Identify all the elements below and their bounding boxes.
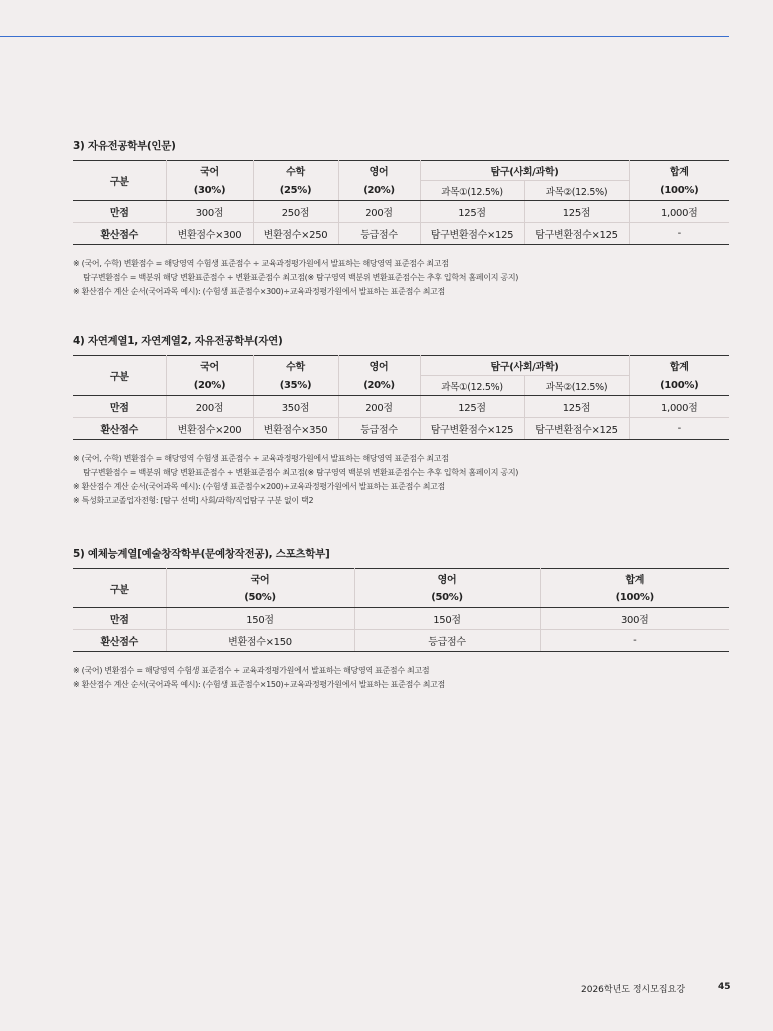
note-line: ※ (국어, 수학) 변환점수 = 해당영역 수험생 표준점수 ÷ 교육과정평가원에서 발표하는 해당영역 표준점수 최고점 [73, 454, 449, 463]
header-english-pct: (50%) [354, 588, 540, 608]
section-arts-sports [73, 546, 729, 692]
cell: 125점 [420, 201, 524, 223]
row-label: 환산점수 [73, 630, 166, 652]
score-table [73, 355, 729, 440]
cell: 변환점수×350 [253, 418, 338, 440]
header-math: 수학 [253, 356, 338, 376]
cell: - [540, 630, 729, 652]
cell: - [629, 223, 729, 245]
header-inquiry: 탐구(사회/과학) [420, 356, 629, 376]
header-total: 합계 [629, 161, 729, 181]
header-subject1: 과목①(12.5%) [420, 181, 524, 201]
row-label: 만점 [73, 201, 166, 223]
table-row [73, 630, 729, 652]
cell: 300점 [540, 608, 729, 630]
note-line: ※ 환산점수 계산 순서(국어과목 예시): (수험생 표준점수×300)÷교육과정평가원에서 발표하는 표준점수 최고점 [73, 287, 445, 296]
cell: 200점 [166, 396, 253, 418]
page-footer [581, 982, 731, 995]
header-math-pct: (35%) [253, 376, 338, 396]
cell: 변환점수×300 [166, 223, 253, 245]
notes [73, 664, 729, 692]
table-row [73, 223, 729, 245]
cell: 300점 [166, 201, 253, 223]
notes [73, 257, 729, 299]
header-total: 합계 [629, 356, 729, 376]
cell: 변환점수×150 [166, 630, 354, 652]
cell: 1,000점 [629, 201, 729, 223]
cell: 350점 [253, 396, 338, 418]
cell: 탐구변환점수×125 [420, 223, 524, 245]
cell: 125점 [524, 396, 629, 418]
note-line: ※ (국어) 변환점수 = 해당영역 수험생 표준점수 ÷ 교육과정평가원에서 발표하는 해당영역 표준점수 최고점 [73, 666, 430, 675]
header-gubun: 구분 [73, 161, 166, 201]
header-math: 수학 [253, 161, 338, 181]
cell: 등급점수 [354, 630, 540, 652]
header-korean: 국어 [166, 356, 253, 376]
cell: 125점 [420, 396, 524, 418]
footer-title: 2026학년도 정시모집요강 [581, 985, 686, 995]
header-subject2: 과목②(12.5%) [524, 181, 629, 201]
note-line: 탐구변환점수 = 백분위 해당 변환표준점수 ÷ 변환표준점수 최고점(※ 탐구영역 백분위 변환표준점수는 추후 입학처 홈페이지 공지) [83, 273, 519, 282]
header-total-pct: (100%) [629, 181, 729, 201]
cell: 200점 [338, 396, 420, 418]
score-table [73, 160, 729, 245]
cell: 150점 [166, 608, 354, 630]
page-number: 45 [718, 982, 731, 992]
table-row [73, 201, 729, 223]
header-subject1: 과목①(12.5%) [420, 376, 524, 396]
row-label: 만점 [73, 608, 166, 630]
cell: - [629, 418, 729, 440]
header-english: 영어 [354, 569, 540, 589]
row-label: 환산점수 [73, 223, 166, 245]
header-total-pct: (100%) [540, 588, 729, 608]
header-inquiry: 탐구(사회/과학) [420, 161, 629, 181]
cell: 탐구변환점수×125 [524, 418, 629, 440]
note-line: ※ 특성화고교졸업자전형: [탐구 선택] 사회/과학/직업탐구 구분 없이 택2 [73, 496, 314, 505]
header-math-pct: (25%) [253, 181, 338, 201]
section-title: 5) 예체능계열[예술창작학부(문예창작전공), 스포츠학부] [73, 548, 330, 560]
header-gubun: 구분 [73, 569, 166, 608]
section-title: 3) 자유전공학부(인문) [73, 140, 176, 152]
note-line: ※ 환산점수 계산 순서(국어과목 예시): (수험생 표준점수×200)÷교육과정평가원에서 발표하는 표준점수 최고점 [73, 482, 445, 491]
header-english-pct: (20%) [338, 181, 420, 201]
section-natural [73, 333, 729, 508]
header-korean-pct: (20%) [166, 376, 253, 396]
cell: 등급점수 [338, 418, 420, 440]
score-table [73, 568, 729, 652]
header-korean: 국어 [166, 569, 354, 589]
section-humanities [73, 138, 729, 299]
table-row [73, 418, 729, 440]
header-subject2: 과목②(12.5%) [524, 376, 629, 396]
cell: 250점 [253, 201, 338, 223]
header-total-pct: (100%) [629, 376, 729, 396]
top-rule [0, 36, 729, 37]
header-korean: 국어 [166, 161, 253, 181]
cell: 변환점수×200 [166, 418, 253, 440]
header-total: 합계 [540, 569, 729, 589]
header-korean-pct: (50%) [166, 588, 354, 608]
cell: 등급점수 [338, 223, 420, 245]
cell: 변환점수×250 [253, 223, 338, 245]
header-english: 영어 [338, 161, 420, 181]
cell: 125점 [524, 201, 629, 223]
header-korean-pct: (30%) [166, 181, 253, 201]
notes [73, 452, 729, 508]
row-label: 환산점수 [73, 418, 166, 440]
cell: 200점 [338, 201, 420, 223]
table-row [73, 396, 729, 418]
header-english: 영어 [338, 356, 420, 376]
cell: 1,000점 [629, 396, 729, 418]
header-english-pct: (20%) [338, 376, 420, 396]
cell: 탐구변환점수×125 [524, 223, 629, 245]
cell: 150점 [354, 608, 540, 630]
table-row [73, 608, 729, 630]
note-line: ※ (국어, 수학) 변환점수 = 해당영역 수험생 표준점수 ÷ 교육과정평가원에서 발표하는 해당영역 표준점수 최고점 [73, 259, 449, 268]
cell: 탐구변환점수×125 [420, 418, 524, 440]
note-line: 탐구변환점수 = 백분위 해당 변환표준점수 ÷ 변환표준점수 최고점(※ 탐구영역 백분위 변환표준점수는 추후 입학처 홈페이지 공지) [83, 468, 519, 477]
header-gubun: 구분 [73, 356, 166, 396]
note-line: ※ 환산점수 계산 순서(국어과목 예시): (수험생 표준점수×150)÷교육과정평가원에서 발표하는 표준점수 최고점 [73, 680, 445, 689]
section-title: 4) 자연계열1, 자연계열2, 자유전공학부(자연) [73, 335, 283, 347]
row-label: 만점 [73, 396, 166, 418]
